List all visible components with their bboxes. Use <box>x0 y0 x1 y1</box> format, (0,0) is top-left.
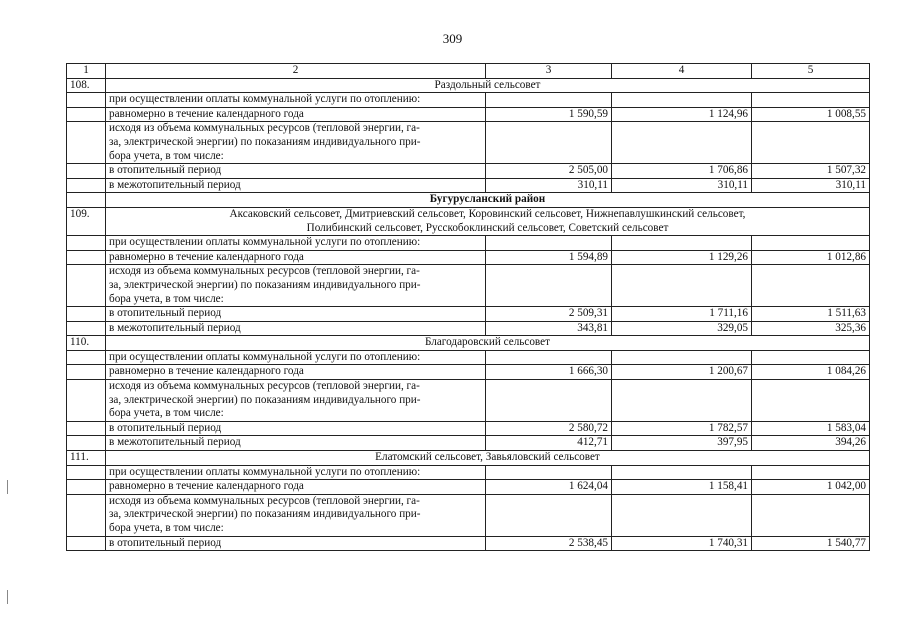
nonheating-value-col5: 394,26 <box>752 436 870 451</box>
blank-cell <box>67 307 106 322</box>
heating-value-col3: 2 509,31 <box>486 307 612 322</box>
consumption-label-line: бора учета, в том числе: <box>109 522 224 534</box>
consumption-label-line: за, электрической энергии) по показаниям индивидуального при- <box>109 393 421 406</box>
consumption-label-line: исходя из объема коммунальных ресурсов (тепловой энергии, га- <box>109 380 420 393</box>
intro-row <box>67 236 870 251</box>
consumption-label-line: бора учета, в том числе: <box>109 292 224 305</box>
blank-cell <box>67 350 106 365</box>
nonheating-label: в межотопительный период <box>106 321 486 336</box>
column-number-2: 2 <box>106 64 486 79</box>
nonheating-value-col5: 310,11 <box>752 178 870 193</box>
entry-number: 109. <box>67 207 106 235</box>
heating-row <box>67 307 870 322</box>
consumption-label-line: за, электрической энергии) по показаниям индивидуального при- <box>109 278 421 291</box>
nonheating-label: в межотопительный период <box>106 436 486 451</box>
blank-cell <box>612 380 752 422</box>
consumption-row <box>67 122 870 164</box>
entry-title-line: Благодаровский сельсовет <box>424 336 551 349</box>
entry-number: 111. <box>67 451 106 466</box>
even-value-col5: 1 008,55 <box>752 107 870 122</box>
margin-mark <box>7 590 8 604</box>
heating-label: в отопительный период <box>106 307 486 322</box>
heating-label: в отопительный период <box>106 421 486 436</box>
blank-cell <box>486 380 612 422</box>
consumption-label <box>106 380 486 422</box>
blank-cell <box>67 122 106 164</box>
consumption-row <box>67 494 870 536</box>
blank-cell <box>612 265 752 307</box>
blank-cell <box>67 380 106 422</box>
heating-value-col4: 1 706,86 <box>612 164 752 179</box>
tariff-table <box>66 63 870 551</box>
nonheating-value-col3: 412,71 <box>486 436 612 451</box>
blank-cell <box>486 236 612 251</box>
nonheating-value-col4: 329,05 <box>612 321 752 336</box>
even-value-col3: 1 666,30 <box>486 365 612 380</box>
column-number-5: 5 <box>752 64 870 79</box>
nonheating-label: в межотопительный период <box>106 178 486 193</box>
entry-number: 108. <box>67 78 106 93</box>
margin-mark <box>7 480 8 494</box>
blank-cell <box>67 107 106 122</box>
nonheating-value-col4: 397,95 <box>612 436 752 451</box>
consumption-label-line: исходя из объема коммунальных ресурсов (тепловой энергии, га- <box>109 494 420 507</box>
entry-title-row <box>67 207 870 235</box>
column-number-1: 1 <box>67 64 106 79</box>
heating-value-col3: 2 580,72 <box>486 421 612 436</box>
even-value-col4: 1 200,67 <box>612 365 752 380</box>
blank-cell <box>486 265 612 307</box>
even-value-col5: 1 084,26 <box>752 365 870 380</box>
blank-cell <box>67 494 106 536</box>
blank-cell <box>67 265 106 307</box>
blank-cell <box>486 122 612 164</box>
entry-title-line: Раздольный сельсовет <box>434 78 541 91</box>
nonheating-value-col3: 310,11 <box>486 178 612 193</box>
blank-cell <box>67 436 106 451</box>
intro-row <box>67 93 870 108</box>
heating-value-col5: 1 583,04 <box>752 421 870 436</box>
blank-cell <box>752 93 870 108</box>
entry-number: 110. <box>67 336 106 351</box>
heating-value-col4: 1 740,31 <box>612 536 752 551</box>
blank-cell <box>752 494 870 536</box>
heating-value-col4: 1 782,57 <box>612 421 752 436</box>
consumption-label-line: за, электрической энергии) по показаниям индивидуального при- <box>109 135 421 148</box>
heating-value-col4: 1 711,16 <box>612 307 752 322</box>
even-payment-row <box>67 250 870 265</box>
entry-title-row <box>67 451 870 466</box>
blank-cell <box>67 480 106 495</box>
blank-cell <box>67 465 106 480</box>
blank-cell <box>752 350 870 365</box>
heating-row <box>67 421 870 436</box>
nonheating-value-col4: 310,11 <box>612 178 752 193</box>
blank-cell <box>752 380 870 422</box>
district-heading: Бугурусланский район <box>106 193 870 208</box>
consumption-row <box>67 265 870 307</box>
nonheating-row <box>67 178 870 193</box>
even-value-col3: 1 624,04 <box>486 480 612 495</box>
even-value-col3: 1 590,59 <box>486 107 612 122</box>
blank-cell <box>486 465 612 480</box>
blank-cell <box>67 321 106 336</box>
blank-cell <box>67 421 106 436</box>
heating-row <box>67 164 870 179</box>
district-num-cell <box>67 193 106 208</box>
heating-value-col5: 1 507,32 <box>752 164 870 179</box>
heating-label: в отопительный период <box>106 536 486 551</box>
heating-label: в отопительный период <box>106 164 486 179</box>
consumption-label <box>106 494 486 536</box>
column-number-row <box>67 64 870 79</box>
heating-value-col5: 1 511,63 <box>752 307 870 322</box>
blank-cell <box>486 93 612 108</box>
nonheating-row <box>67 321 870 336</box>
blank-cell <box>486 350 612 365</box>
even-payment-row <box>67 365 870 380</box>
even-payment-label: равномерно в течение календарного года <box>106 107 486 122</box>
entry-title-line: Полибинский сельсовет, Русскобоклинский сельсовет, Советский сельсовет <box>306 221 669 234</box>
nonheating-value-col3: 343,81 <box>486 321 612 336</box>
consumption-label-line: бора учета, в том числе: <box>109 407 224 420</box>
blank-cell <box>752 236 870 251</box>
blank-cell <box>486 494 612 536</box>
entry-title <box>106 451 870 466</box>
blank-cell <box>612 494 752 536</box>
blank-cell <box>752 265 870 307</box>
blank-cell <box>752 122 870 164</box>
entry-title-row <box>67 336 870 351</box>
blank-cell <box>67 365 106 380</box>
entry-title-line: Елатомский сельсовет, Завьяловский сельсовет <box>375 451 600 464</box>
consumption-label-line: исходя из объема коммунальных ресурсов (тепловой энергии, га- <box>109 122 420 135</box>
column-number-4: 4 <box>612 64 752 79</box>
intro-label: при осуществлении оплаты коммунальной услуги по отоплению: <box>106 350 486 365</box>
consumption-label <box>106 122 486 164</box>
consumption-label-line: бора учета, в том числе: <box>109 149 224 162</box>
blank-cell <box>612 93 752 108</box>
entry-title <box>106 78 870 93</box>
heating-value-col3: 2 538,45 <box>486 536 612 551</box>
blank-cell <box>752 465 870 480</box>
blank-cell <box>67 250 106 265</box>
intro-label: при осуществлении оплаты коммунальной услуги по отоплению: <box>106 236 486 251</box>
intro-row <box>67 465 870 480</box>
blank-cell <box>67 164 106 179</box>
consumption-row <box>67 380 870 422</box>
even-payment-row <box>67 107 870 122</box>
blank-cell <box>67 178 106 193</box>
entry-title <box>106 336 870 351</box>
even-payment-label: равномерно в течение календарного года <box>106 480 486 495</box>
even-value-col3: 1 594,89 <box>486 250 612 265</box>
blank-cell <box>67 93 106 108</box>
heating-value-col5: 1 540,77 <box>752 536 870 551</box>
blank-cell <box>612 122 752 164</box>
page-number: 309 <box>442 31 463 46</box>
consumption-label-line: за, электрической энергии) по показаниям индивидуального при- <box>109 508 421 521</box>
heating-value-col3: 2 505,00 <box>486 164 612 179</box>
even-value-col4: 1 158,41 <box>612 480 752 495</box>
intro-row <box>67 350 870 365</box>
district-row <box>67 193 870 208</box>
column-number-3: 3 <box>486 64 612 79</box>
even-value-col5: 1 012,86 <box>752 250 870 265</box>
even-value-col4: 1 129,26 <box>612 250 752 265</box>
nonheating-value-col5: 325,36 <box>752 321 870 336</box>
blank-cell <box>67 536 106 551</box>
even-payment-label: равномерно в течение календарного года <box>106 365 486 380</box>
blank-cell <box>612 465 752 480</box>
even-payment-row <box>67 480 870 495</box>
intro-label: при осуществлении оплаты коммунальной услуги по отоплению: <box>106 93 486 108</box>
entry-title <box>106 207 870 235</box>
even-value-col5: 1 042,00 <box>752 480 870 495</box>
intro-label: при осуществлении оплаты коммунальной услуги по отоплению: <box>106 465 486 480</box>
blank-cell <box>67 236 106 251</box>
consumption-label-line: исходя из объема коммунальных ресурсов (тепловой энергии, га- <box>109 265 420 278</box>
heating-row <box>67 536 870 551</box>
consumption-label <box>106 265 486 307</box>
even-payment-label: равномерно в течение календарного года <box>106 250 486 265</box>
blank-cell <box>612 236 752 251</box>
nonheating-row <box>67 436 870 451</box>
blank-cell <box>612 350 752 365</box>
even-value-col4: 1 124,96 <box>612 107 752 122</box>
entry-title-row <box>67 78 870 93</box>
entry-title-line: Аксаковский сельсовет, Дмитриевский сельсовет, Коровинский сельсовет, Нижнепавлушкинский сельсовет, <box>229 207 746 220</box>
